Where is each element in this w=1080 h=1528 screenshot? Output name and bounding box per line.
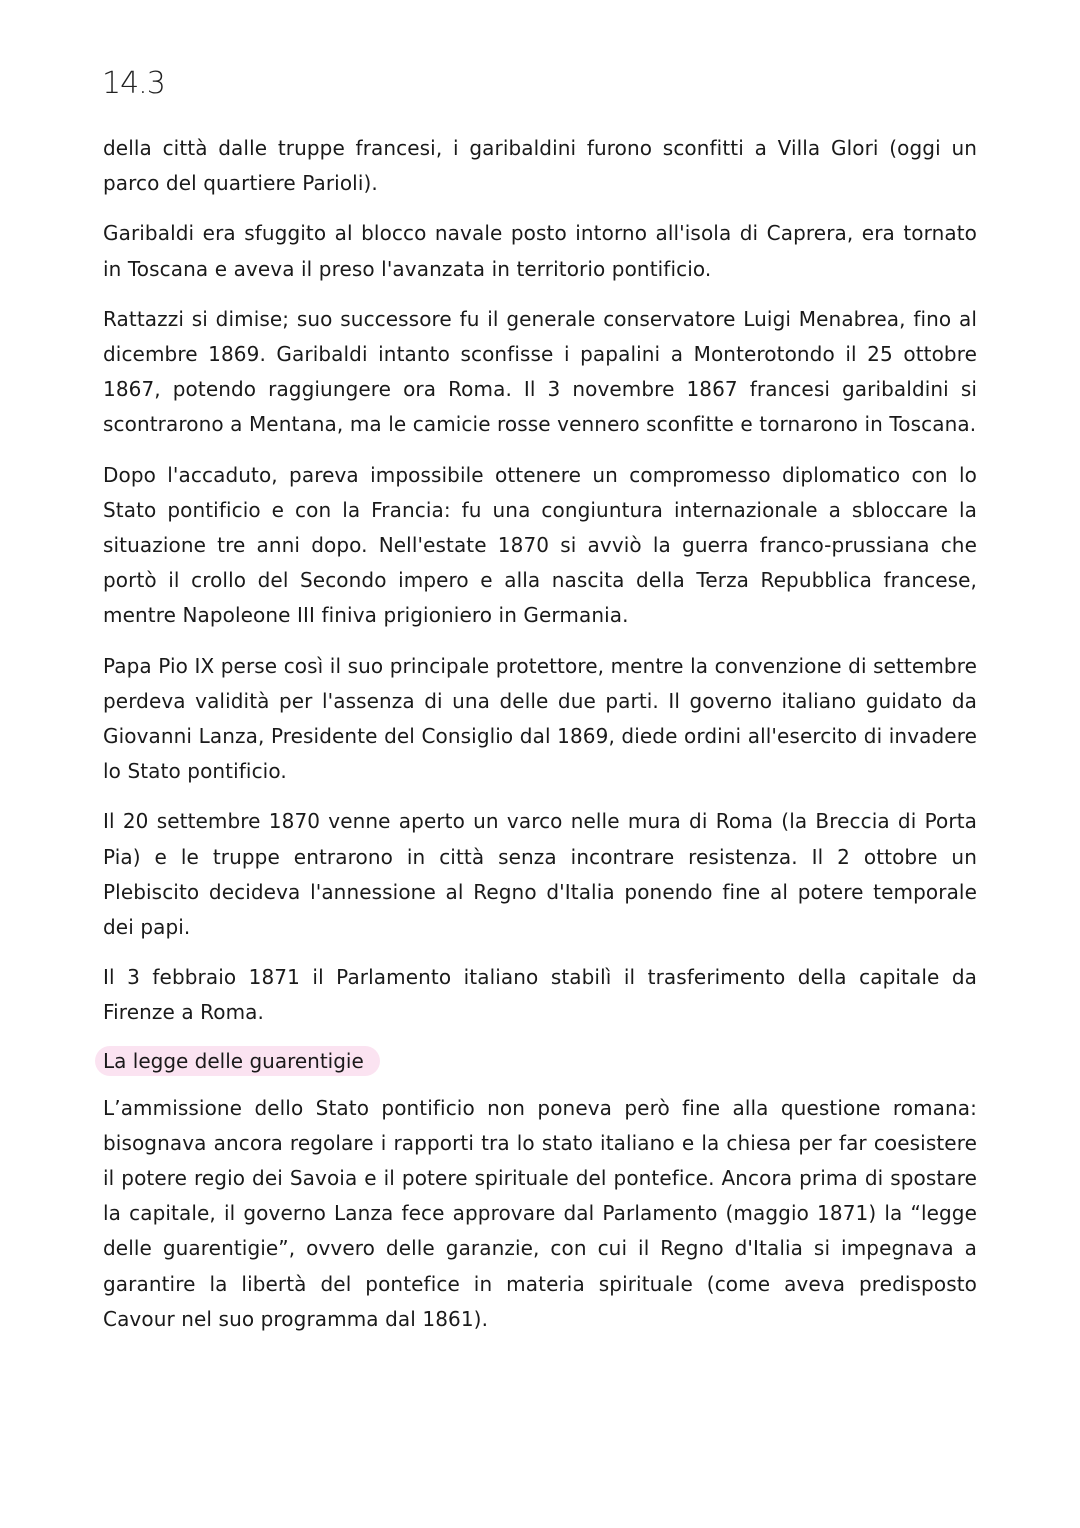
paragraph: Garibaldi era sfuggito al blocco navale posto intorno all'isola di Caprera, era tornato in Toscana e aveva il preso l'avanzata in territorio pontificio. (103, 221, 977, 281)
section-heading: La legge delle guarentigie (95, 1046, 380, 1076)
document-body (103, 131, 977, 1352)
paragraph: Dopo l'accaduto, pareva impossibile ottenere un compromesso diplomatico con lo Stato pontificio e con la Francia: fu una congiuntura internazionale a sbloccare la situazione tre anni dopo. Nell'estate 1870 si avviò la guerra franco-prussiana che portò il crollo del Secondo impero e alla nascita della Terza Repubblica francese, mentre Napoleone III finiva prigioniero in Germania. (103, 462, 977, 628)
paragraph: Il 20 settembre 1870 venne aperto un varco nelle mura di Roma (la Breccia di Porta Pia) e le truppe entrarono in città senza incontrare resistenza. Il 2 ottobre un Plebiscito decideva l'annessione al Regno d'Italia ponendo fine al potere temporale dei papi. (103, 809, 977, 940)
paragraph: della città dalle truppe francesi, i garibaldini furono sconfitti a Villa Glori (oggi un parco del quartiere Parioli). (103, 136, 977, 196)
page-number: 14.3 (102, 66, 165, 101)
paragraph: Il 3 febbraio 1871 il Parlamento italiano stabilì il trasferimento della capitale da Firenze a Roma. (103, 965, 977, 1025)
paragraph: Papa Pio IX perse così il suo principale protettore, mentre la convenzione di settembre perdeva validità per l'assenza di una delle due parti. Il governo italiano guidato da Giovanni Lanza, Presidente del Consiglio dal 1869, diede ordini all'esercito di invadere lo Stato pontificio. (103, 653, 977, 784)
paragraph: Rattazzi si dimise; suo successore fu il generale conservatore Luigi Menabrea, fino al dicembre 1869. Garibaldi intanto sconfisse i papalini a Monterotondo il 25 ottobre 1867, potendo raggiungere ora Roma. Il 3 novembre 1867 francesi garibaldini si scontrarono a Mentana, ma le camicie rosse vennero sconfitte e tornarono in Toscana. (103, 306, 977, 437)
paragraph: L’ammissione dello Stato pontificio non poneva però fine alla questione romana: bisognava ancora regolare i rapporti tra lo stato italiano e la chiesa per far coesistere il potere regio dei Savoia e il potere spirituale del pontefice. Ancora prima di spostare la capitale, il governo Lanza fece approvare dal Parlamento (maggio 1871) la “legge delle guarentigie”, ovvero delle garanzie, con cui il Regno d'Italia si impegnava a garantire la libertà del pontefice in materia spirituale (come aveva predisposto Cavour nel suo programma dal 1861). (103, 1095, 977, 1331)
